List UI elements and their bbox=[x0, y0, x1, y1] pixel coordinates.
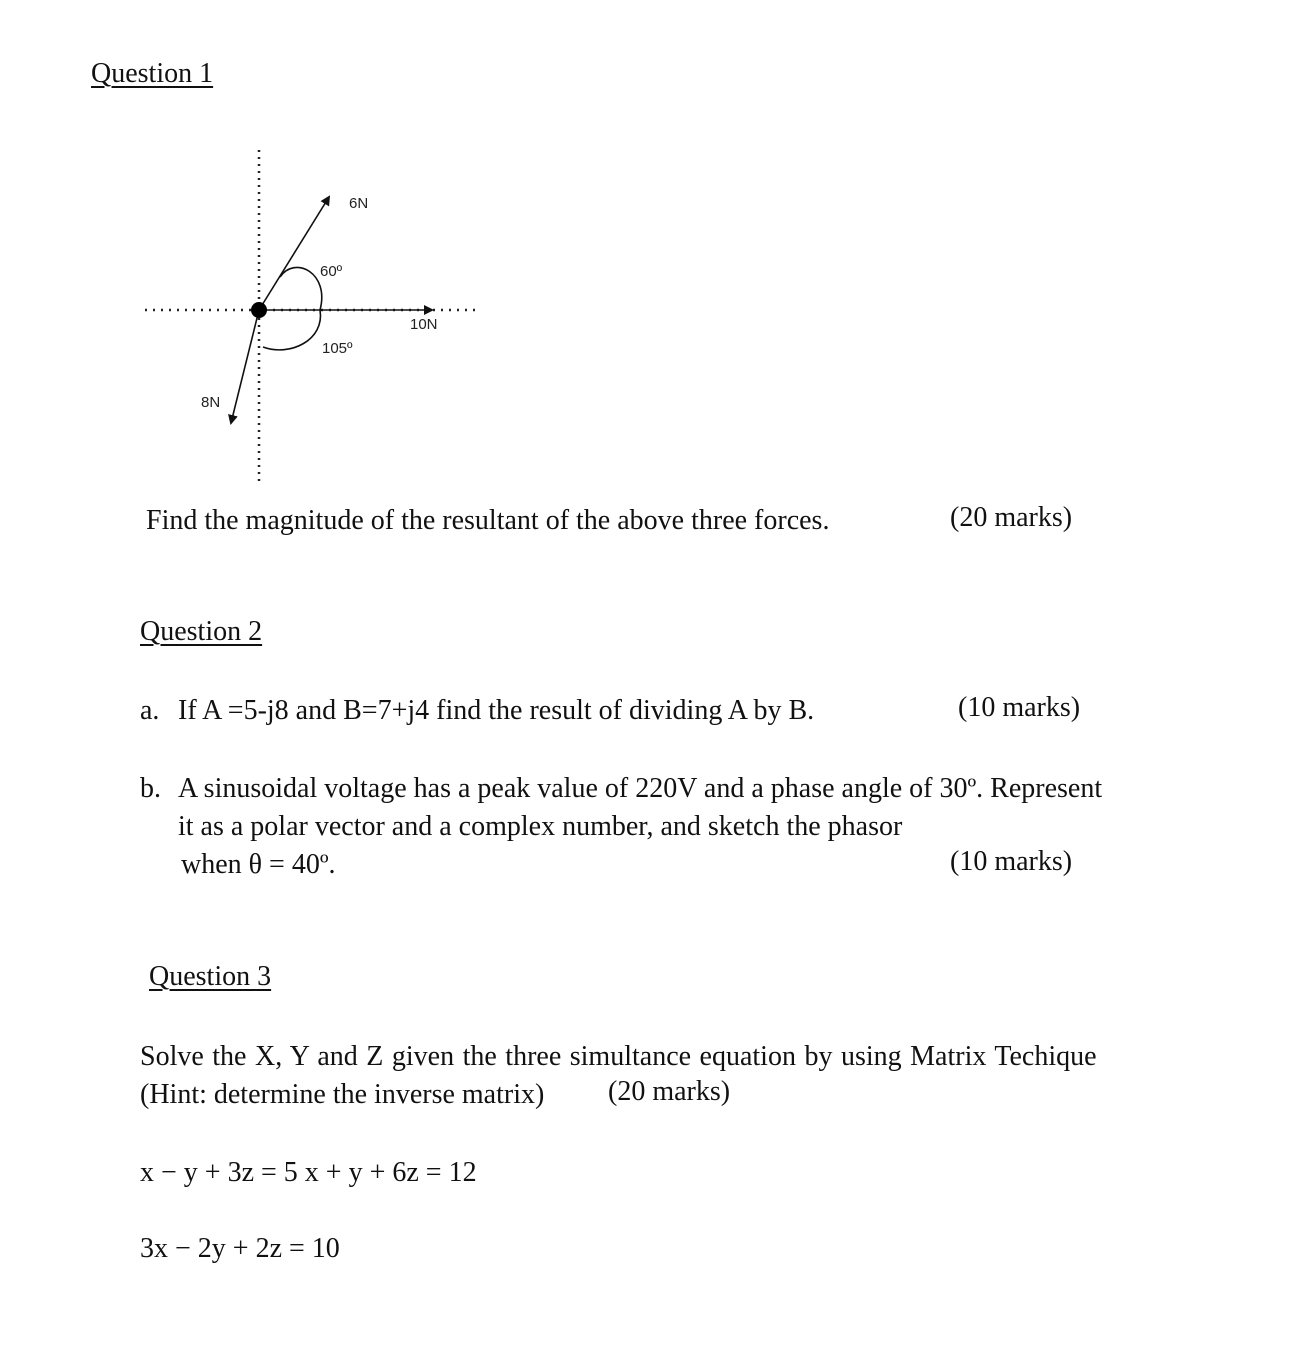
force-8n-arrow bbox=[231, 310, 259, 423]
q2a-marker: a. bbox=[140, 695, 160, 726]
q2b-marker: b. bbox=[140, 773, 161, 804]
angle-105-arc bbox=[263, 310, 320, 350]
q2b-line-1: A sinusoidal voltage has a peak value of 220V and a phase angle of 30º. Represent bbox=[178, 773, 1103, 804]
force-6n-label: 6N bbox=[349, 195, 369, 212]
question-3-heading: Question 3 bbox=[149, 961, 272, 992]
force-10n-label: 10N bbox=[410, 316, 438, 333]
question-1-heading: Question 1 bbox=[91, 58, 214, 89]
q1-prompt: Find the magnitude of the resultant of the above three forces. bbox=[146, 505, 830, 536]
question-2-heading: Question 2 bbox=[140, 616, 263, 647]
force-diagram bbox=[130, 135, 490, 485]
angle-105-label: 105º bbox=[322, 340, 353, 357]
q3-marks: (20 marks) bbox=[608, 1076, 731, 1107]
q2b-line-3: when θ = 40º. bbox=[181, 849, 336, 880]
origin-point bbox=[251, 302, 267, 318]
q2b-line-2: it as a polar vector and a complex number, and sketch the phasor bbox=[178, 811, 903, 842]
q2a-marks: (10 marks) bbox=[958, 692, 1081, 723]
force-8n-label: 8N bbox=[201, 394, 221, 411]
force-6n-arrow bbox=[259, 197, 329, 310]
q2b-marks: (10 marks) bbox=[950, 846, 1073, 877]
q3-line-1: Solve the X, Y and Z given the three simultance equation by using Matrix Techique bbox=[140, 1041, 1097, 1072]
q3-equation-2: 3x − 2y + 2z = 10 bbox=[140, 1233, 340, 1264]
q3-equation-1: x − y + 3z = 5 x + y + 6z = 12 bbox=[140, 1157, 477, 1188]
angle-60-label: 60º bbox=[320, 263, 343, 280]
q3-line-2: (Hint: determine the inverse matrix) bbox=[140, 1079, 545, 1110]
angle-60-arc bbox=[280, 267, 322, 310]
q2a-text: If A =5-j8 and B=7+j4 find the result of dividing A by B. bbox=[178, 695, 815, 726]
q1-marks: (20 marks) bbox=[950, 502, 1073, 533]
